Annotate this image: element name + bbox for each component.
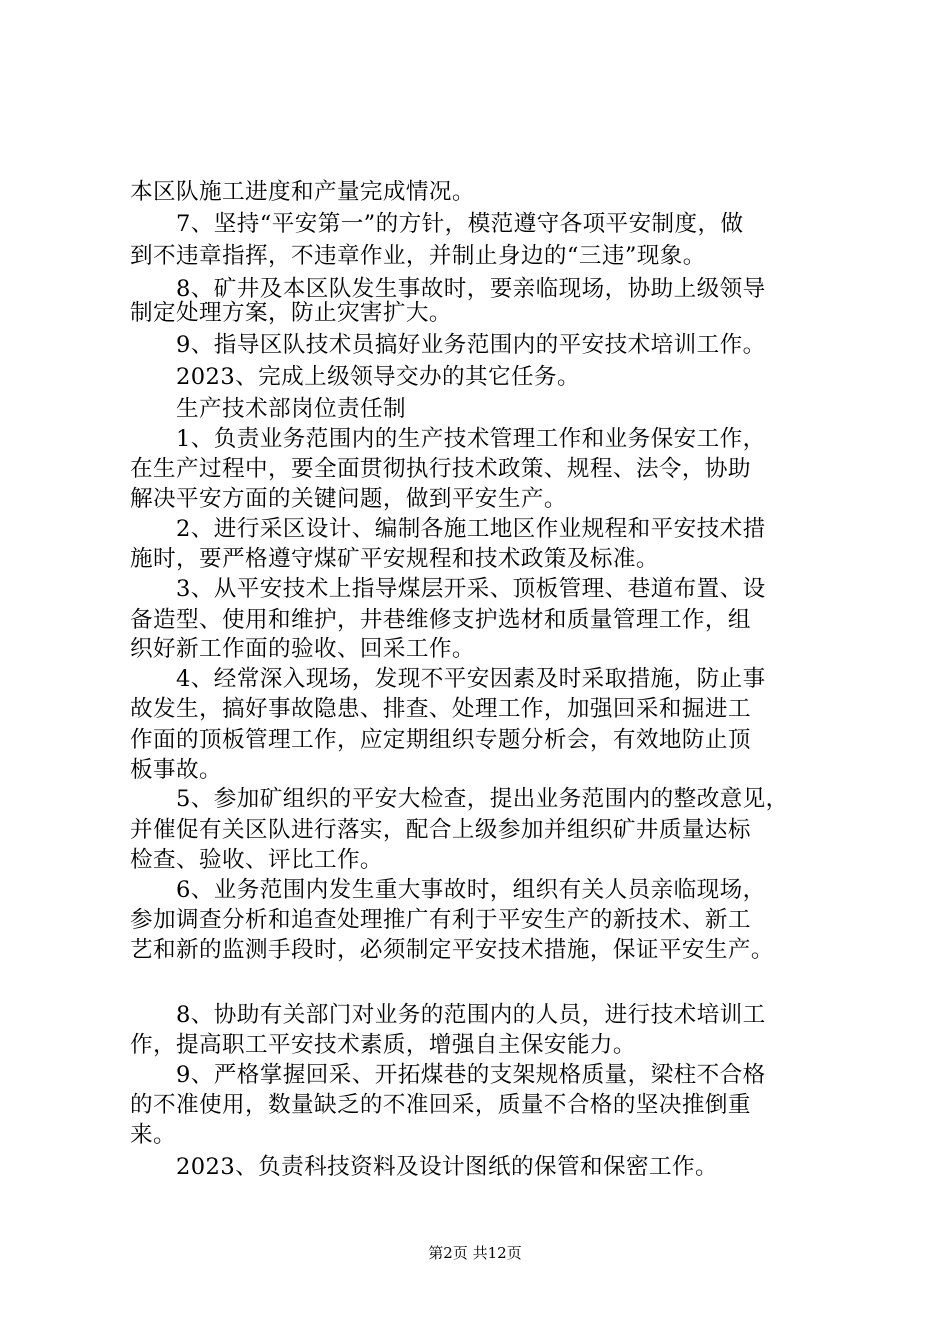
text-line: 备造型、使用和维护，井巷维修支护选材和质量管理工作，组 bbox=[130, 607, 751, 633]
text-line: 5、参加矿组织的平安大检查，提出业务范围内的整改意见， bbox=[176, 786, 789, 812]
text-line: 9、指导区队技术员搞好业务范围内的平安技术培训工作。 bbox=[176, 332, 766, 358]
text-line: 作面的顶板管理工作，应定期组织专题分析会，有效地防止顶 bbox=[130, 727, 751, 753]
text-line: 6、业务范围内发生重大事故时，组织有关人员亲临现场， bbox=[176, 877, 766, 903]
text-line: 施时，要严格遵守煤矿平安规程和技术政策及标准。 bbox=[130, 546, 659, 572]
page-number-footer: 第2页 共12页 bbox=[428, 1244, 522, 1262]
text-line: 的不准使用，数量缺乏的不准回采，质量不合格的坚决推倒重 bbox=[130, 1092, 751, 1118]
text-line: 9、严格掌握回采、开拓煤巷的支架规格质量，梁柱不合格 bbox=[176, 1062, 766, 1088]
text-line: 8、协助有关部门对业务的范围内的人员，进行技术培训工 bbox=[176, 1002, 766, 1028]
text-line: 1、负责业务范围内的生产技术管理工作和业务保安工作， bbox=[176, 426, 766, 452]
text-line: 4、经常深入现场，发现不平安因素及时采取措施，防止事 bbox=[176, 666, 766, 692]
text-line: 2023、完成上级领导交办的其它任务。 bbox=[176, 364, 581, 390]
text-line: 7、坚持“平安第一”的方针，模范遵守各项平安制度，做 bbox=[176, 211, 744, 237]
text-line: 2、进行采区设计、编制各施工地区作业规程和平安技术措 bbox=[176, 516, 766, 542]
text-line: 并催促有关区队进行落实，配合上级参加并组织矿井质量达标 bbox=[130, 817, 751, 843]
text-line: 8、矿井及本区队发生事故时，要亲临现场，协助上级领导 bbox=[176, 276, 766, 302]
text-line: 解决平安方面的关键问题，做到平安生产。 bbox=[130, 486, 567, 512]
text-line: 制定处理方案，防止灾害扩大。 bbox=[130, 300, 452, 326]
text-line: 2023、负责科技资料及设计图纸的保管和保密工作。 bbox=[176, 1154, 718, 1180]
text-line: 检查、验收、评比工作。 bbox=[130, 847, 383, 873]
text-line: 艺和新的监测手段时，必须制定平安技术措施，保证平安生产。 bbox=[130, 937, 774, 963]
text-line: 到不违章指挥，不违章作业，并制止身边的“三违”现象。 bbox=[130, 243, 706, 269]
section-heading: 生产技术部岗位责任制 bbox=[176, 396, 406, 422]
text-line: 作，提高职工平安技术素质，增强自主保安能力。 bbox=[130, 1032, 636, 1058]
text-line: 织好新工作面的验收、回采工作。 bbox=[130, 636, 475, 662]
text-line: 3、从平安技术上指导煤层开采、顶板管理、巷道布置、设 bbox=[176, 576, 766, 602]
text-line: 在生产过程中，要全面贯彻执行技术政策、规程、法令，协助 bbox=[130, 456, 751, 482]
text-line: 板事故。 bbox=[130, 757, 222, 783]
text-line: 来。 bbox=[130, 1122, 176, 1148]
text-line: 参加调查分析和追查处理推广有利于平安生产的新技术、新工 bbox=[130, 907, 751, 933]
text-line: 故发生，搞好事故隐患、排查、处理工作，加强回采和掘进工 bbox=[130, 696, 751, 722]
text-line: 本区队施工进度和产量完成情况。 bbox=[130, 179, 475, 205]
